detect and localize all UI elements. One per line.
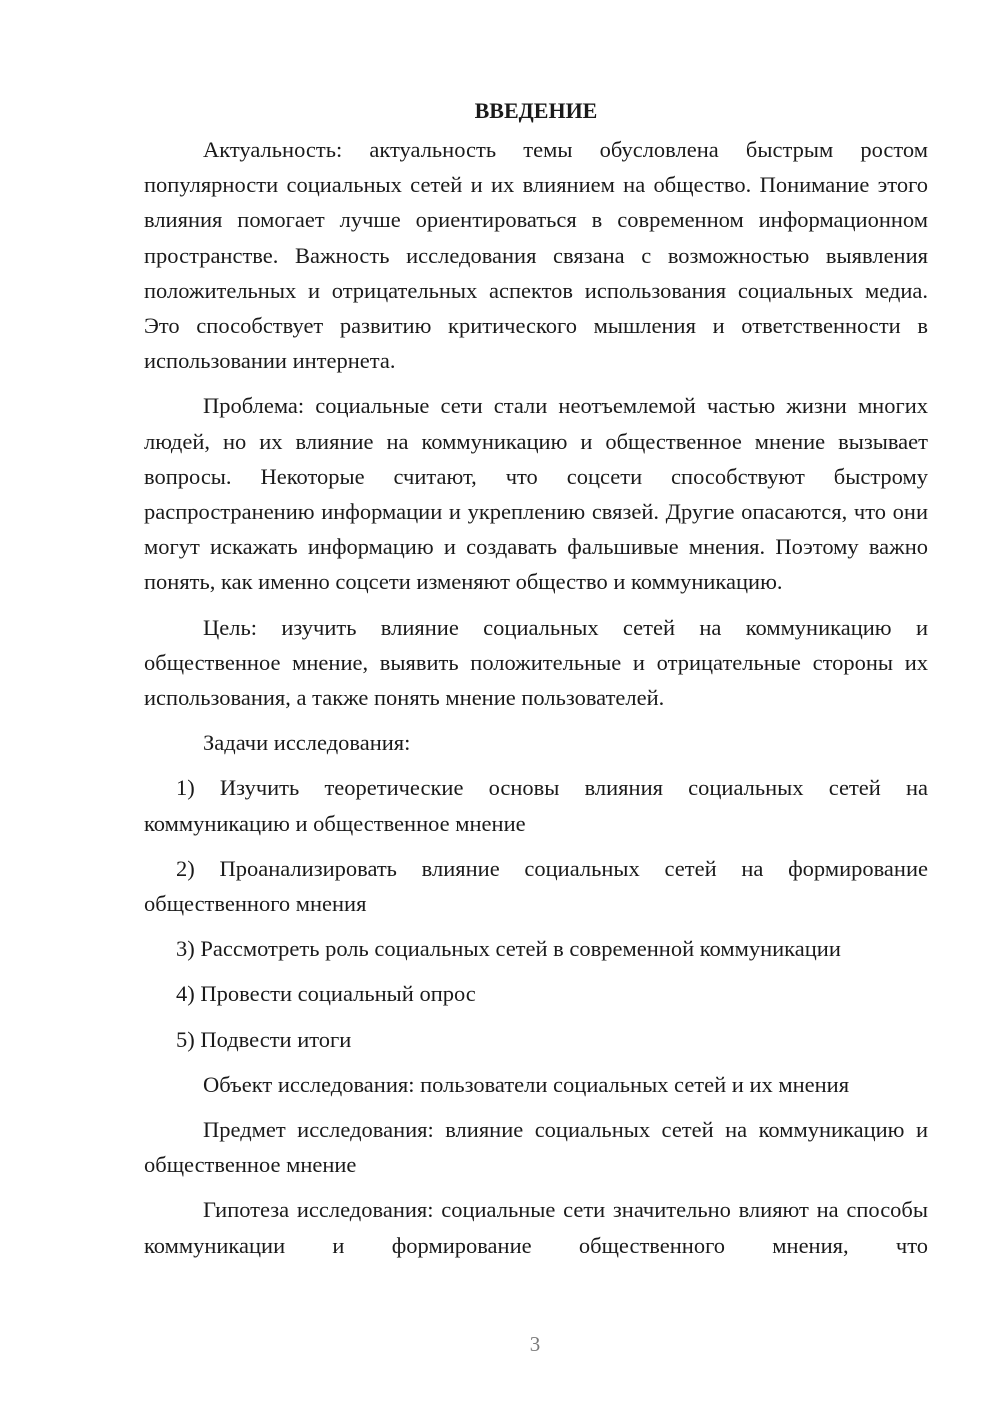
problem-paragraph: Проблема: социальные сети стали неотъемлемой частью жизни многих людей, но их влияние на коммуникацию и общественное мнение вызывает вопросы. Некоторые считают, что соцсети способствуют быстрому распространению информации и укреплению связей. Другие опасаются, что они могут искажать информацию и создавать фальшивые мнения. Поэтому важно понять, как именно соцсети изменяют общество и коммуникацию. [144, 393, 928, 595]
section-title: ВВЕДЕНИЕ [474, 98, 598, 123]
subject-paragraph: Предмет исследования: влияние социальных сетей на коммуникацию и общественное мнение [144, 1117, 928, 1178]
relevance-paragraph: Актуальность: актуальность темы обусловлена быстрым ростом популярности социальных сетей и их влиянием на общество. Понимание этого влияния помогает лучше ориентироваться в современном информационном пространстве. Важность исследования связана с возможностью выявления положительных и отрицательных аспектов использования социальных медиа. Это способствует развитию критического мышления и ответственности в использовании интернета. [144, 137, 928, 374]
object-paragraph: Объект исследования: пользователи социальных сетей и их мнения [203, 1071, 850, 1097]
page-number: 3 [529, 1332, 541, 1356]
task-item-4: 4) Провести социальный опрос [176, 981, 476, 1007]
hypothesis-paragraph: Гипотеза исследования: социальные сети значительно влияют на способы коммуникации и формирование общественного мнения, что [144, 1197, 928, 1258]
goal-paragraph: Цель: изучить влияние социальных сетей на коммуникацию и общественное мнение, выявить положительные и отрицательные стороны их использования, а также понять мнение пользователей. [144, 614, 928, 711]
tasks-heading: Задачи исследования: [203, 730, 411, 756]
task-item-5: 5) Подвести итоги [176, 1026, 352, 1052]
task-item-2: 2) Проанализировать влияние социальных сетей на формирование общественного мнения [144, 855, 928, 917]
page-content [144, 92, 928, 1273]
task-item-1: 1) Изучить теоретические основы влияния социальных сетей на коммуникацию и общественное мнение [144, 775, 928, 836]
task-item-3: 3) Рассмотреть роль социальных сетей в современной коммуникации [176, 936, 841, 962]
